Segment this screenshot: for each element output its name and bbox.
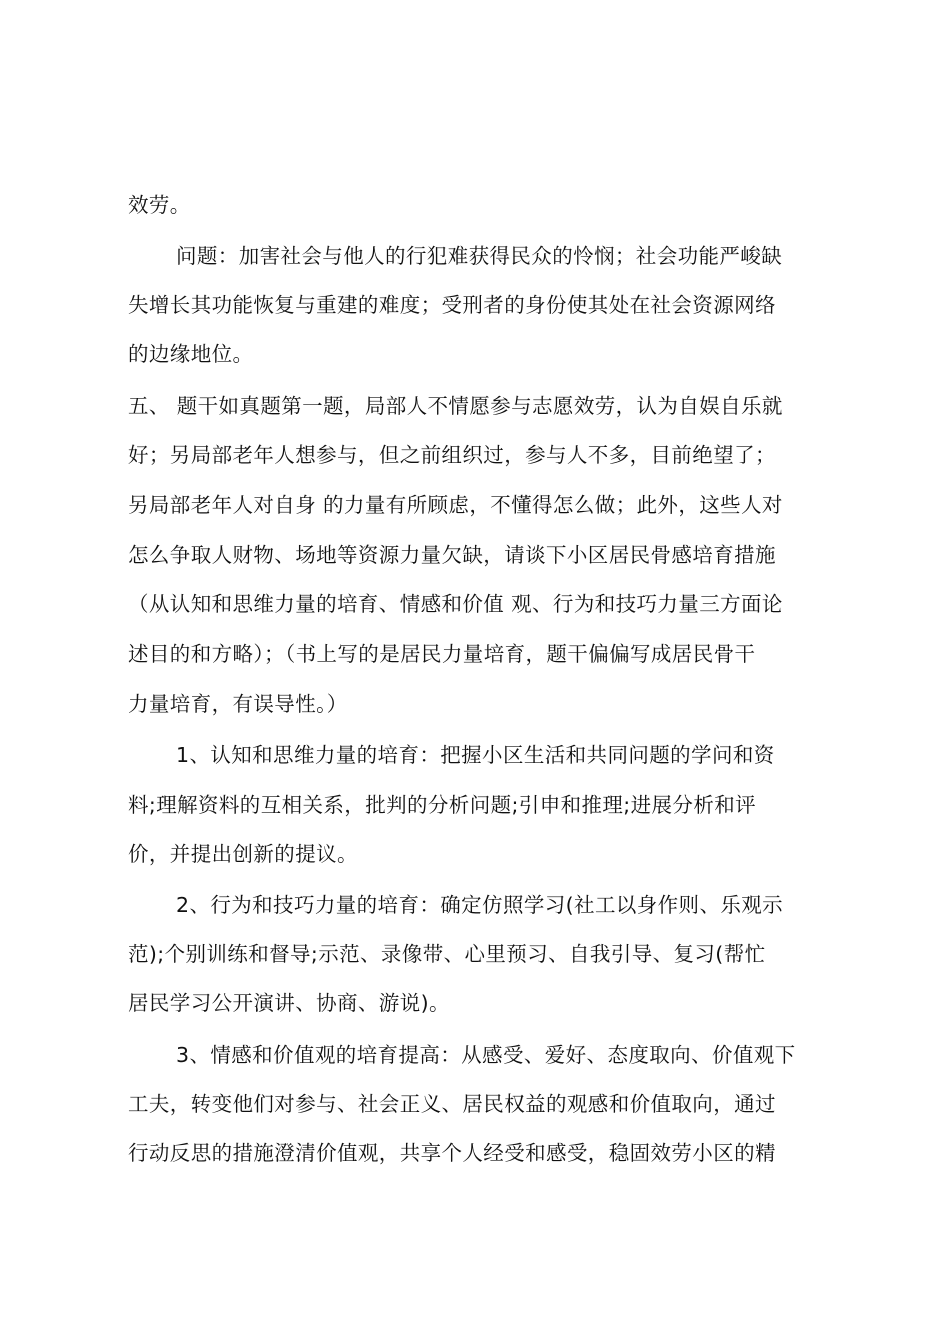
text-line: 2、行为和技巧力量的培育：确定仿照学习(社工以身作则、乐观示 — [176, 893, 784, 917]
text-line: 3、情感和价值观的培育提高：从感受、爱好、态度取向、价值观下 — [176, 1043, 796, 1067]
text-line: 范);个别训练和督导;示范、录像带、心里预习、自我引导、复习(帮忙 — [128, 942, 766, 966]
text-line: 失增长其功能恢复与重建的难度；受刑者的身份使其处在社会资源网络 — [128, 293, 776, 317]
text-line: 效劳。 — [128, 193, 191, 217]
text-line: 料;理解资料的互相关系，批判的分析问题;引申和推理;进展分析和评 — [128, 793, 757, 817]
text-line: （从认知和思维力量的培育、情感和价值 观、行为和技巧力量三方面论 — [128, 592, 783, 616]
text-line: 怎么争取人财物、场地等资源力量欠缺，请谈下小区居民骨感培育措施 — [128, 543, 776, 567]
text-line: 居民学习公开演讲、协商、游说)。 — [128, 991, 450, 1015]
text-line: 另局部老年人对自身 的力量有所顾虑，不懂得怎么做；此外，这些人对 — [128, 493, 783, 517]
text-line: 的边缘地位。 — [128, 342, 254, 366]
text-line: 述目的和方略）；（书上写的是居民力量培育，题干偏偏写成居民骨干 — [128, 642, 756, 666]
text-line: 工夫，转变他们对参与、社会正义、居民权益的观感和价值取向，通过 — [128, 1092, 776, 1116]
text-line: 问题：加害社会与他人的行犯难获得民众的怜悯；社会功能严峻缺 — [176, 244, 783, 268]
text-line: 价，并提出创新的提议。 — [128, 842, 358, 866]
text-line: 行动反思的措施澄清价值观，共享个人经受和感受，稳固效劳小区的精 — [128, 1141, 776, 1165]
text-line: 五、 题干如真题第一题，局部人不情愿参与志愿效劳，认为自娱自乐就 — [128, 394, 783, 418]
text-line: 1、认知和思维力量的培育：把握小区生活和共同问题的学问和资 — [176, 743, 775, 767]
text-line: 好；另局部老年人想参与，但之前组织过，参与人不多，目前绝望了； — [128, 443, 776, 467]
text-line: 力量培育，有误导性。） — [128, 692, 348, 716]
